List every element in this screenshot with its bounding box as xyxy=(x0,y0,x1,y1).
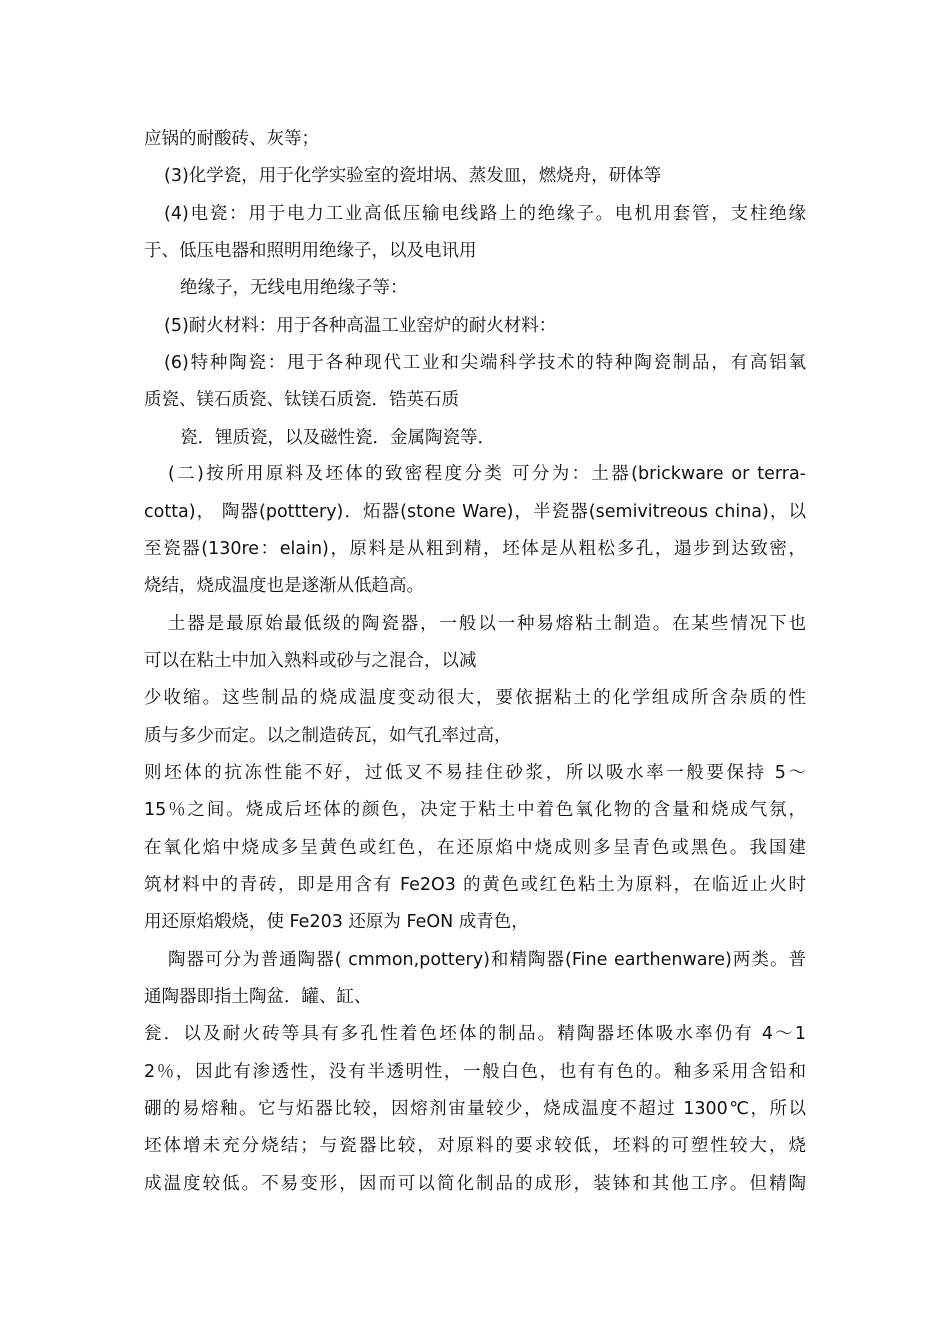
text-line: 陶器可分为普通陶器( cmmon,pottery)和精陶器(Fine earthenware)两类。普 xyxy=(168,950,806,970)
text-line: 瓮．以及耐火砖等具有多孔性着色坯体的制品。精陶器坯体吸水率仍有 4～1 xyxy=(144,1024,806,1044)
text-line: 则坯体的抗冻性能不好，过低叉不易挂住砂浆，所以吸水率一般要保持 5～ xyxy=(144,763,806,783)
text-line: cotta)， 陶器(potttery)．炻器(stone Ware)，半瓷器(semivitreous china)，以 xyxy=(144,502,806,522)
text-line: 坯体增未充分烧结；与瓷器比较，对原料的要求较低，坯料的可塑性较大，烧 xyxy=(144,1136,806,1156)
text-line: 2％，因此有渗透性，没有半透明性，一般白色，也有有色的。釉多采用含铅和 xyxy=(144,1062,806,1082)
text-line: 通陶器即指土陶盆．罐、缸、 xyxy=(144,987,372,1007)
text-line: 至瓷器(130re：elain)，原料是从粗到精，坯体是从粗松多孔，遢步到达致密， xyxy=(144,539,806,559)
text-line: 于、低压电器和照明用绝缘子，以及电讯用 xyxy=(144,241,477,261)
text-line: (二)按所用原料及坯体的致密程度分类 可分为：土器(brickware or terra- xyxy=(168,464,806,484)
text-line: 筑材料中的青砖，即是用含有 Fe2O3 的黄色或红色粘土为原料，在临近止火时 xyxy=(144,875,806,895)
text-line: 在氧化焰中烧成多呈黄色或红色，在还原焰中烧成则多呈青色或黑色。我国建 xyxy=(144,838,806,858)
text-line: 少收缩。这些制品的烧成温度变动很大，要依据粘土的化学组成所含杂质的性 xyxy=(144,688,806,708)
text-line: 土器是最原始最低级的陶瓷器，一般以一种易熔粘土制造。在某些情况下也 xyxy=(168,614,806,634)
text-line: 绝缘子，无线电用绝缘子等： xyxy=(180,278,408,298)
text-line: (3)化学瓷，用于化学实验室的瓷坩埚、蒸发皿，燃烧舟，研体等 xyxy=(164,166,662,186)
text-line: 可以在粘土中加入熟料或砂与之混合，以减 xyxy=(144,651,477,671)
text-line: (6)特种陶瓷：甩于各种现代工业和尖端科学技术的特种陶瓷制品，有高铝氧 xyxy=(164,353,806,373)
text-line: (4)电瓷：用于电力工业高低压输电线路上的绝缘子。电机用套管，支柱绝缘 xyxy=(164,204,806,224)
text-line: 成温度较低。不易变形，因而可以简化制品的成形，装钵和其他工序。但精陶 xyxy=(144,1174,806,1194)
text-line: 质瓷、镁石质瓷、钛镁石质瓷．锆英石质 xyxy=(144,390,459,410)
text-line: 质与多少而定。以之制造砖瓦，如气孔率过高， xyxy=(144,726,512,746)
text-line: 用还原焰煅烧，使 Fe203 还原为 FeON 成青色， xyxy=(144,912,529,932)
text-line: (5)耐火材料：用于各种高温工业窑炉的耐火材料： xyxy=(164,316,557,336)
text-line: 烧结，烧成温度也是遂渐从低趋高。 xyxy=(144,576,424,596)
text-line: 瓷．锂质瓷，以及磁性瓷．金属陶瓷等． xyxy=(180,428,495,448)
text-line: 应锅的耐酸砖、灰等； xyxy=(144,129,319,149)
text-line: 硼的易熔釉。它与炻器比较，因熔剂宙量较少，烧成温度不超过 1300℃，所以 xyxy=(144,1099,806,1119)
text-line: 15％之间。烧成后坯体的颜色，决定于粘土中着色氧化物的含量和烧成气氛， xyxy=(144,800,806,820)
